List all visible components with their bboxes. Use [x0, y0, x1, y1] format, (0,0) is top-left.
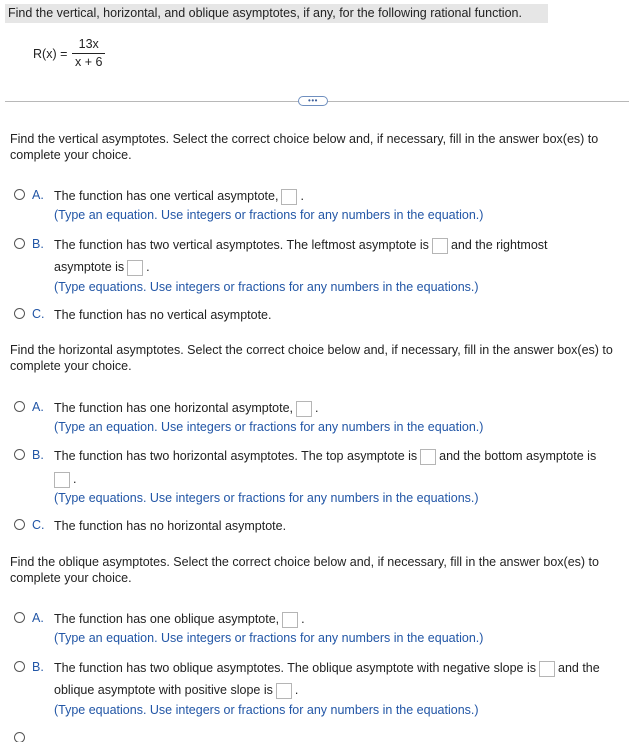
option-text: asymptote is — [54, 260, 125, 274]
option-text: The function has no horizontal asymptote. — [54, 519, 287, 533]
option-hint: (Type an equation. Use integers or fractions for any numbers in the equation.) — [54, 420, 484, 434]
horizontal-option-b[interactable]: B. The function has two horizontal asymptotes. The top asymptote is and the bottom asymptote is . (Type equations. Use integers or fractions for any numbers in the equations.) — [14, 448, 626, 506]
fraction-numerator: 13x — [78, 37, 99, 51]
option-text: The function has two vertical asymptotes. The leftmost asymptote is — [54, 238, 429, 252]
option-text: The function has one vertical asymptote, — [54, 189, 279, 203]
fraction-denominator: x + 6 — [75, 55, 103, 69]
oblique-option-c[interactable] — [14, 731, 626, 742]
radio-button[interactable] — [14, 519, 25, 530]
horizontal-question: Find the horizontal asymptotes. Select the correct choice below and, if necessary, fill in the answer box(es) to complete your choice. — [10, 343, 613, 373]
option-text: oblique asymptote with positive slope is — [54, 683, 273, 697]
option-hint: (Type equations. Use integers or fractions for any numbers in the equations.) — [54, 280, 479, 294]
horizontal-option-a[interactable]: A. The function has one horizontal asymptote, . (Type an equation. Use integers or fractions for any numbers in the equation.) — [14, 400, 626, 436]
oblique-option-a[interactable]: A. The function has one oblique asymptote, . (Type an equation. Use integers or fractions for any numbers in the equation.) — [14, 611, 626, 647]
option-letter: C. — [32, 518, 45, 532]
vertical-option-c[interactable] — [14, 307, 626, 323]
radio-button[interactable] — [14, 449, 25, 460]
option-hint: (Type equations. Use integers or fractions for any numbers in the equations.) — [54, 703, 479, 717]
more-button[interactable]: ••• — [298, 96, 328, 106]
option-text: The function has one horizontal asymptote, — [54, 401, 294, 415]
function-fraction — [72, 36, 105, 70]
option-text: The function has two horizontal asymptotes. The top asymptote is — [54, 449, 418, 463]
option-text: The function has no vertical asymptote. — [54, 308, 272, 322]
answer-box[interactable] — [296, 401, 312, 417]
option-text: The function has two oblique asymptotes. The oblique asymptote with negative slope is — [54, 661, 536, 675]
option-text: The function has one oblique asymptote, — [54, 612, 280, 626]
answer-box-positive-slope[interactable] — [276, 683, 292, 699]
option-hint: (Type an equation. Use integers or fractions for any numbers in the equation.) — [54, 208, 484, 222]
answer-box-left[interactable] — [432, 238, 448, 254]
oblique-option-b[interactable]: B. The function has two oblique asymptotes. The oblique asymptote with negative slope is and the oblique asymptote with positive slope is . (Type equations. Use integers or fractions for any numbers in the equations.) — [14, 660, 626, 718]
answer-box-bottom[interactable] — [54, 472, 70, 488]
option-text: and the bottom asymptote is — [439, 449, 597, 463]
radio-button[interactable] — [14, 612, 25, 623]
vertical-option-a[interactable]: A. The function has one vertical asymptote, . (Type an equation. Use integers or fractions for any numbers in the equation.) — [14, 188, 626, 224]
answer-box-top[interactable] — [420, 449, 436, 465]
option-letter: A. — [32, 188, 44, 202]
radio-button[interactable] — [14, 189, 25, 200]
answer-box-right[interactable] — [127, 260, 143, 276]
radio-button[interactable] — [14, 661, 25, 672]
answer-box[interactable] — [282, 612, 298, 628]
option-hint: (Type equations. Use integers or fractions for any numbers in the equations.) — [54, 491, 479, 505]
option-hint: (Type an equation. Use integers or fractions for any numbers in the equation.) — [54, 631, 484, 645]
option-letter: B. — [32, 448, 44, 462]
option-text: and the rightmost — [450, 238, 548, 252]
problem-prompt: Find the vertical, horizontal, and oblique asymptotes, if any, for the following rational function. — [5, 4, 548, 23]
option-letter: B. — [32, 237, 44, 251]
answer-box-negative-slope[interactable] — [539, 661, 555, 677]
option-letter: B. — [32, 660, 44, 674]
horizontal-option-c[interactable] — [14, 518, 626, 534]
function-label: R(x) = — [33, 47, 68, 61]
option-text: and the — [558, 661, 600, 675]
option-letter: A. — [32, 611, 44, 625]
vertical-option-b[interactable]: B. The function has two vertical asymptotes. The leftmost asymptote is and the rightmost asymptote is . (Type equations. Use integers or fractions for any numbers in the equations.) — [14, 237, 626, 295]
option-letter: C. — [32, 307, 45, 321]
radio-button[interactable] — [14, 308, 25, 319]
radio-button[interactable] — [14, 401, 25, 412]
vertical-question: Find the vertical asymptotes. Select the correct choice below and, if necessary, fill in the answer box(es) to complete your choice. — [10, 132, 599, 162]
option-letter: A. — [32, 400, 44, 414]
oblique-question: Find the oblique asymptotes. Select the correct choice below and, if necessary, fill in the answer box(es) to complete your choice. — [10, 555, 599, 585]
answer-box[interactable] — [281, 189, 297, 205]
radio-button[interactable] — [14, 732, 25, 742]
radio-button[interactable] — [14, 238, 25, 249]
fraction-bar — [72, 53, 105, 54]
